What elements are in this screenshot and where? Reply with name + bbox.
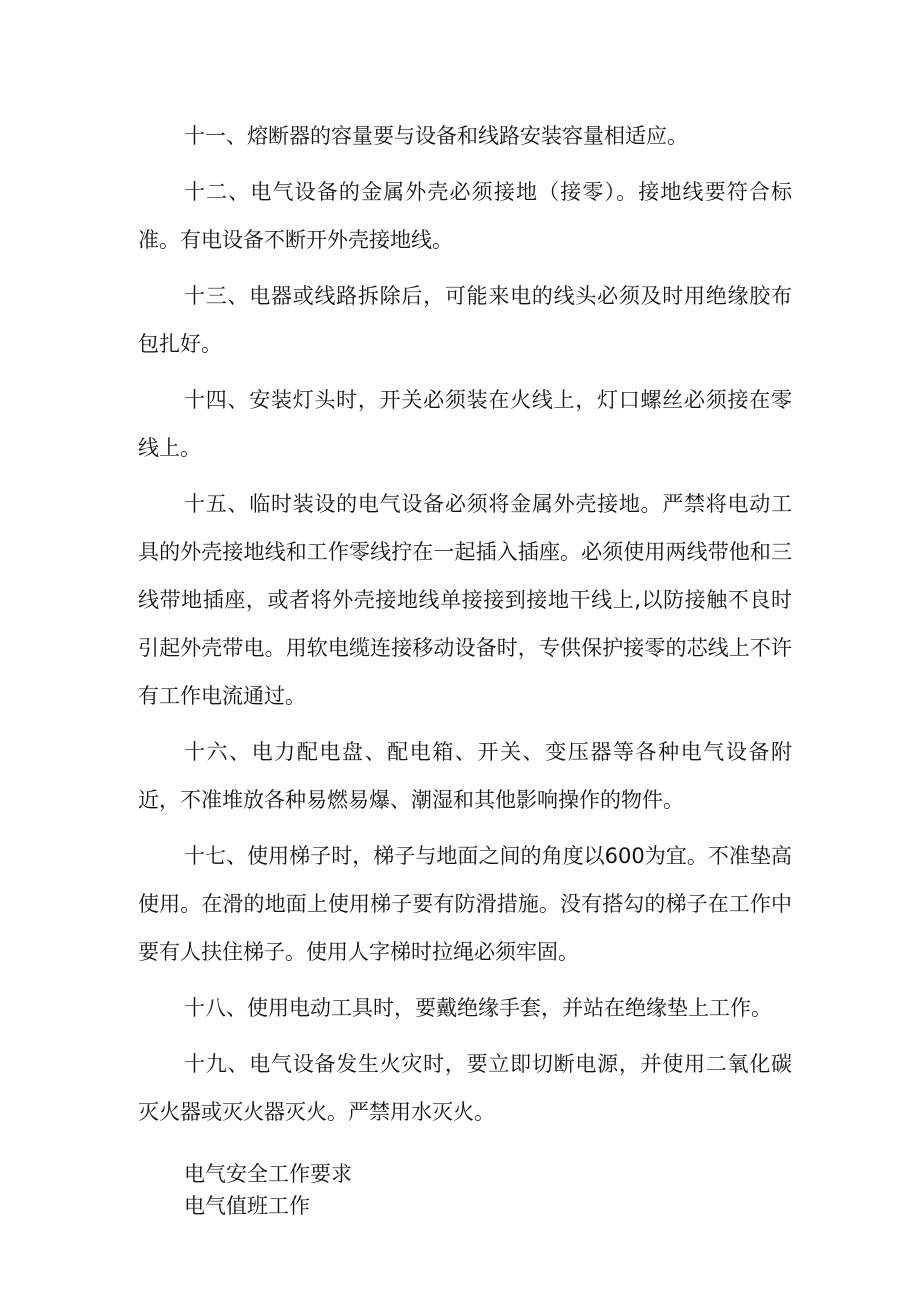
- paragraph-12: 十二、电气设备的金属外壳必须接地（接零）。接地线要符合标准。有电设备不断开外壳接地线。: [138, 180, 792, 252]
- paragraph-19: 十九、电气设备发生火灾时，要立即切断电源，并使用二氧化碳灭火器或灭火器灭火。严禁用水灭火。: [138, 1052, 792, 1124]
- section-heading-safety-requirements: 电气安全工作要求: [184, 1162, 352, 1186]
- paragraph-18: 十八、使用电动工具时，要戴绝缘手套，并站在绝缘垫上工作。: [184, 996, 772, 1020]
- section-heading-duty-work: 电气值班工作: [184, 1194, 310, 1218]
- paragraph-16: 十六、电力配电盘、配电箱、开关、变压器等各种电气设备附近，不准堆放各种易燃易爆、潮湿和其他影响操作的物件。: [138, 740, 792, 812]
- paragraph-17: 十七、使用梯子时，梯子与地面之间的角度以600为宜。不准垫高使用。在滑的地面上使用梯子要有防滑措施。没有搭勾的梯子在工作中要有人扶住梯子。使用人字梯时拉绳必须牢固。: [138, 844, 792, 964]
- document-body: [138, 112, 792, 1222]
- paragraph-14: 十四、安装灯头时，开关必须装在火线上，灯口螺丝必须接在零线上。: [138, 388, 792, 460]
- paragraph-11: 十一、熔断器的容量要与设备和线路安装容量相适应。: [184, 124, 688, 148]
- paragraph-15: 十五、临时装设的电气设备必须将金属外壳接地。严禁将电动工具的外壳接地线和工作零线拧在一起插入插座。必须使用两线带他和三线带地插座，或者将外壳接地线单接接到接地干线上,以防接触不良时引起外壳带电。用软电缆连接移动设备时，专供保护接零的芯线上不许有工作电流通过。: [138, 492, 792, 708]
- paragraph-13: 十三、电器或线路拆除后，可能来电的线头必须及时用绝缘胶布包扎好。: [138, 284, 792, 356]
